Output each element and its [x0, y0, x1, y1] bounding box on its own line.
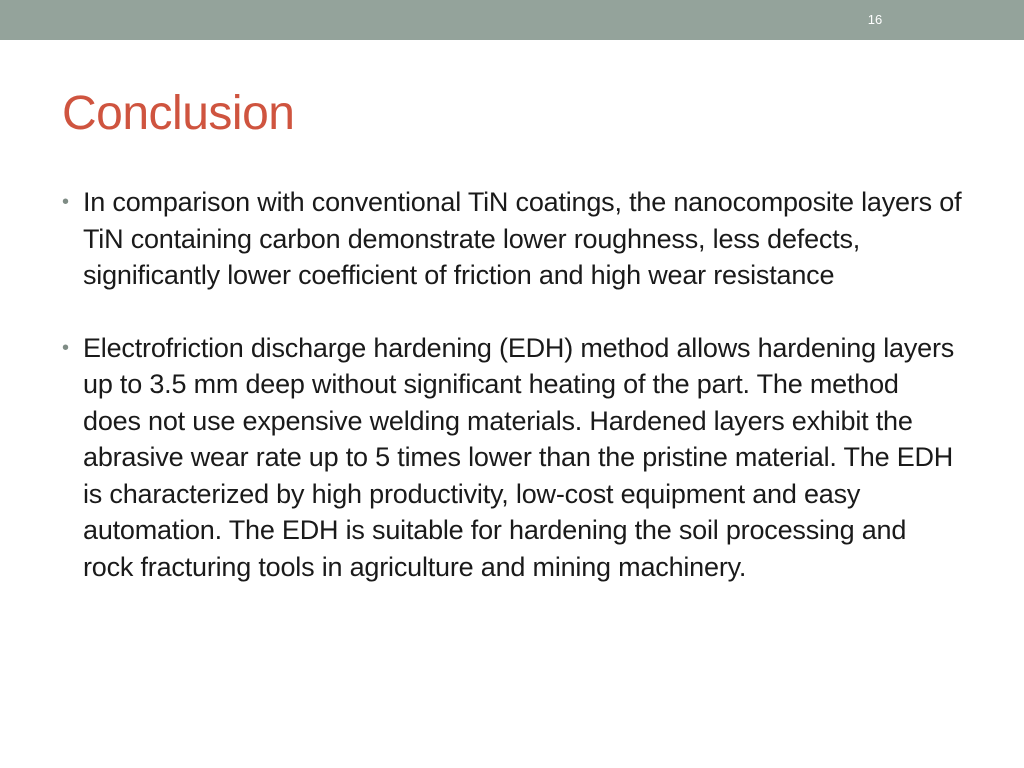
bullet-list: [62, 184, 962, 585]
bullet-marker-icon: •: [62, 336, 69, 359]
bullet-text: Electrofriction discharge hardening (EDH) method allows hardening layers up to 3.5 mm deep without significant heating of the part. The method does not use expensive welding materials. Hardened layers exhibit the abrasive wear rate up to 5 times lower than the pristine material. The EDH is characterized by high productivity, low-cost equipment and easy automation. The EDH is suitable for hardening the soil processing and rock fracturing tools in agriculture and mining machinery.: [83, 332, 955, 582]
bullet-item: [62, 184, 962, 294]
slide-title: Conclusion: [62, 87, 295, 140]
bullet-item: [62, 330, 962, 586]
slide-header-bar: [0, 0, 1024, 40]
bullet-marker-icon: •: [62, 191, 69, 213]
bullet-text: In comparison with conventional TiN coatings, the nanocomposite layers of TiN containing carbon demonstrate lower roughness, less defects, significantly lower coefficient of friction and high wear resistance: [83, 187, 962, 290]
slide-number: 16: [867, 12, 883, 27]
